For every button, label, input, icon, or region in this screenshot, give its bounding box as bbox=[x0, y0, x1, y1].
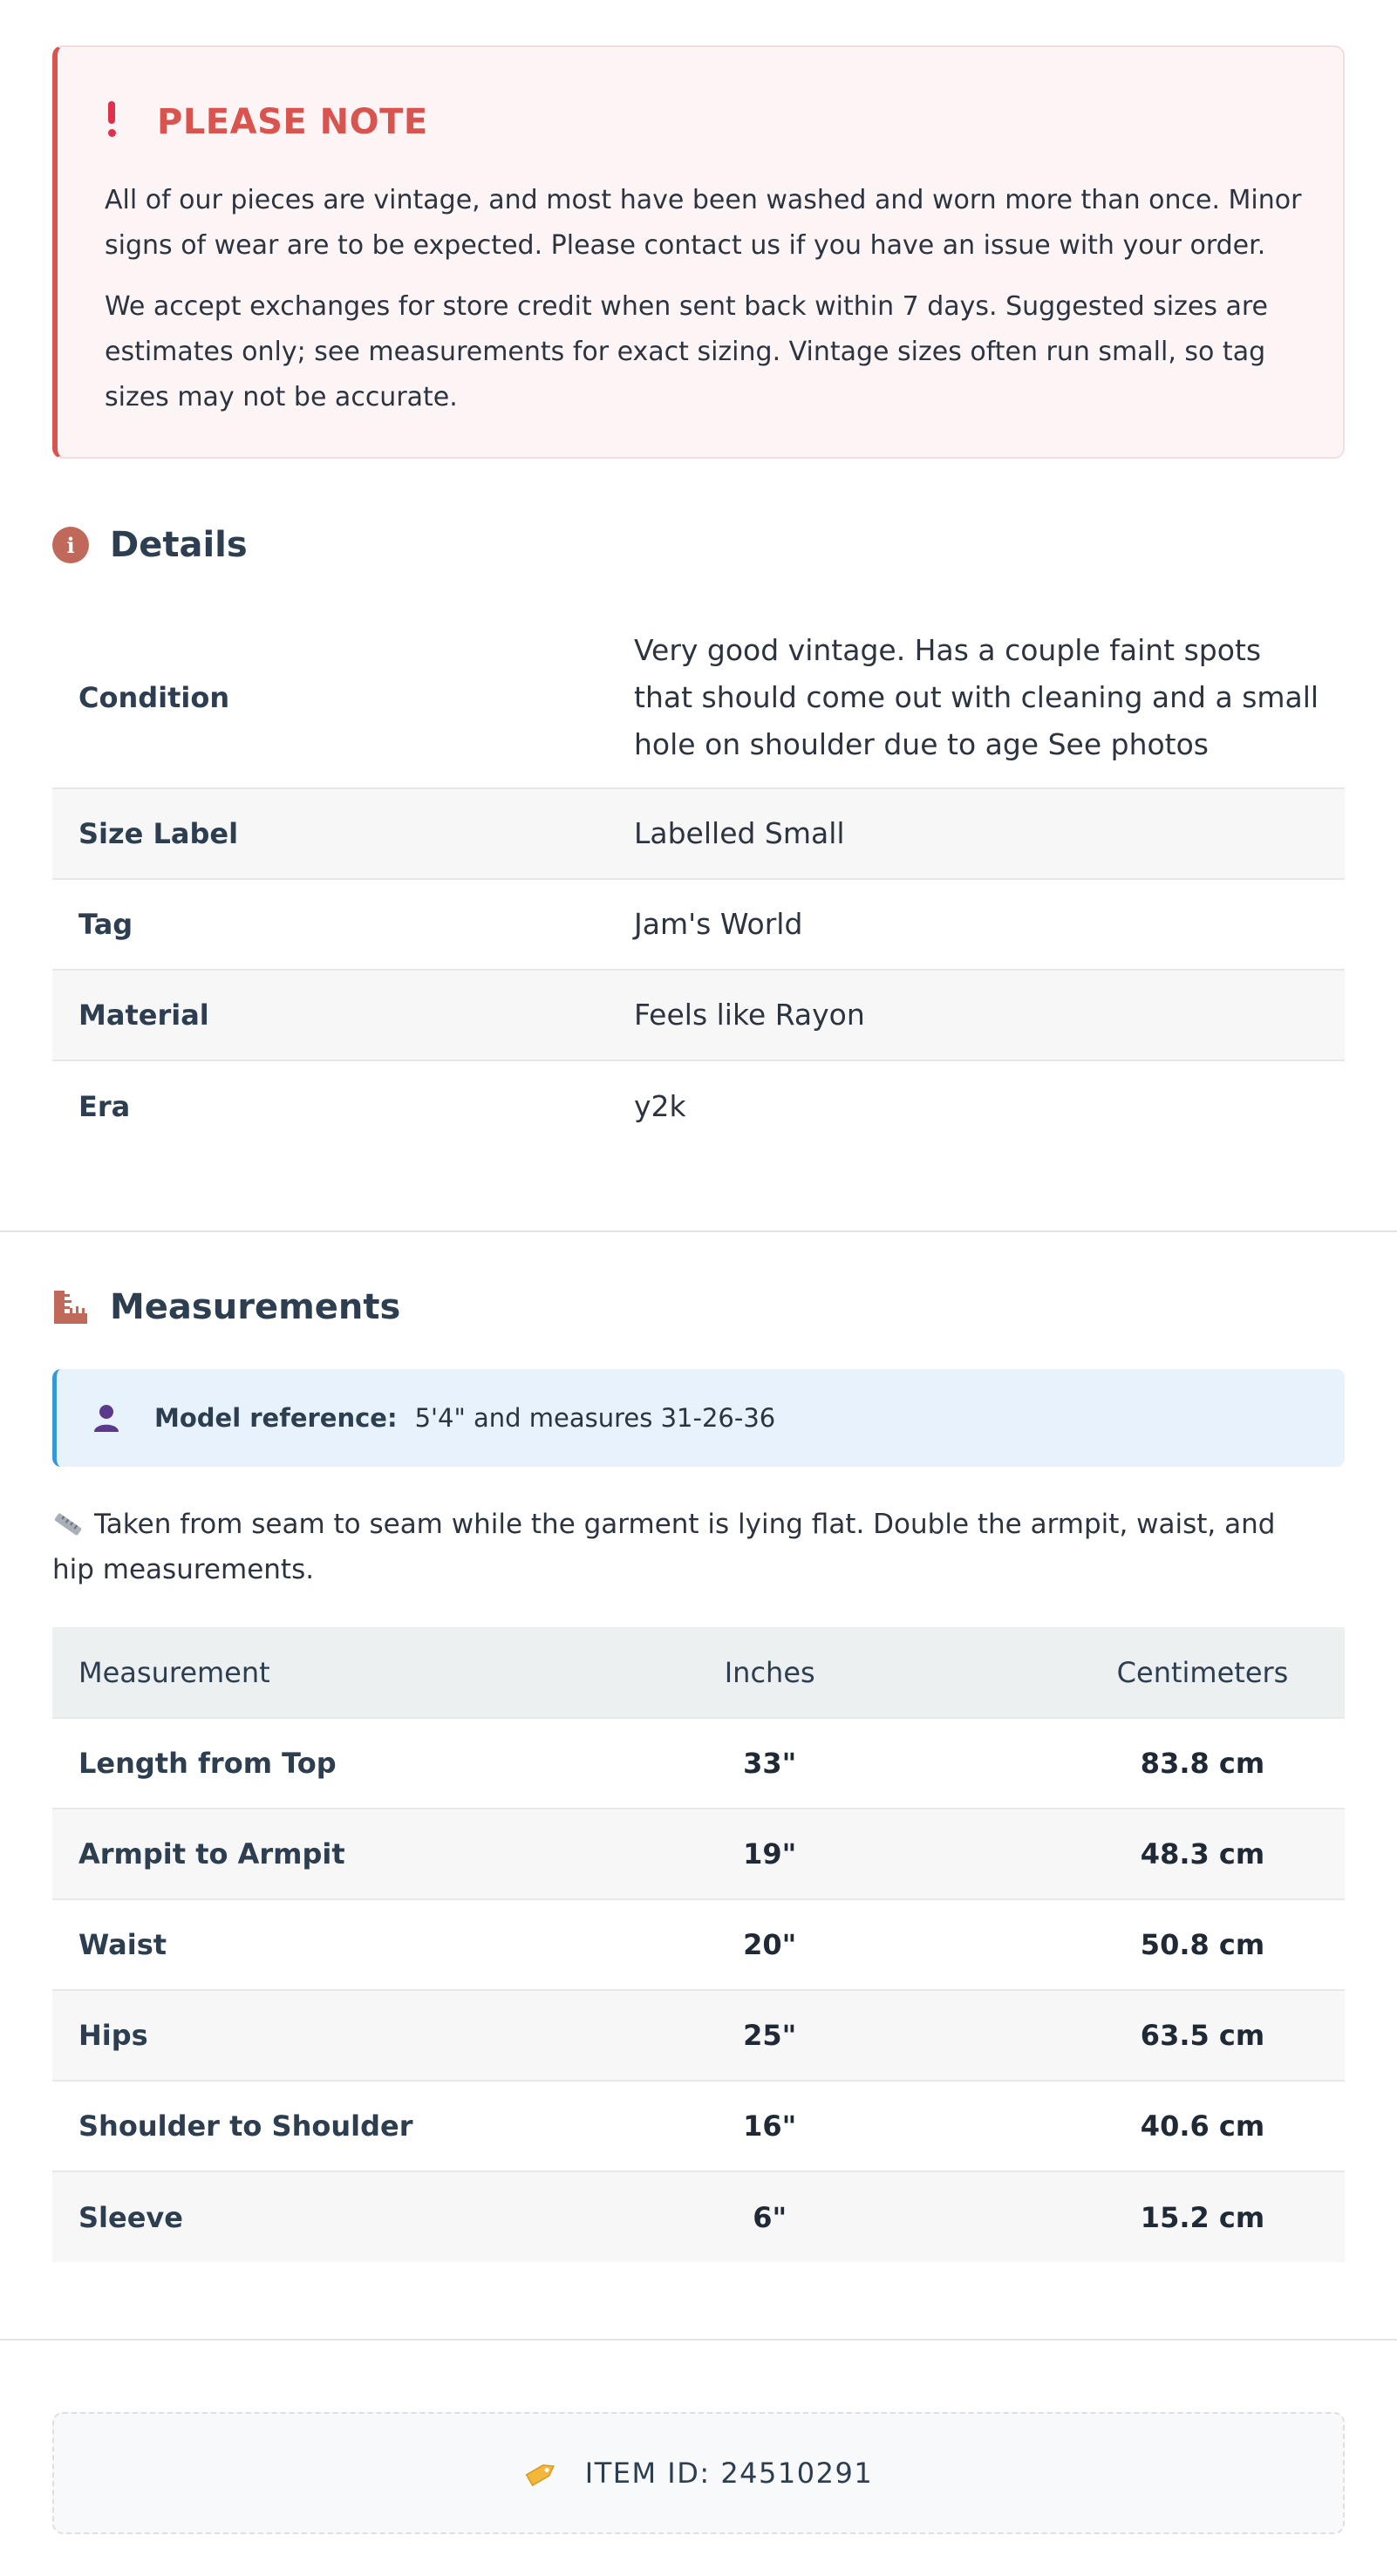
tag-icon bbox=[524, 2458, 559, 2488]
notice-title: PLEASE NOTE bbox=[157, 102, 428, 142]
measurement-name: Shoulder to Shoulder bbox=[52, 2081, 680, 2171]
details-row bbox=[52, 970, 1345, 1060]
exclamation-icon bbox=[103, 101, 120, 143]
details-table bbox=[52, 607, 1345, 1151]
measurement-inches: 16" bbox=[680, 2081, 1060, 2171]
ruler-icon bbox=[52, 1289, 89, 1325]
info-icon: i bbox=[52, 527, 89, 563]
table-row bbox=[52, 1718, 1345, 1809]
column-header: Centimeters bbox=[1060, 1627, 1345, 1718]
notice-paragraph-2: We accept exchanges for store credit when sent back within 7 days. Suggested sizes are estimates only; see measurements for exact sizing. Vintage sizes often run small, so tag sizes may not be accurate. bbox=[105, 291, 1269, 412]
column-header: Inches bbox=[680, 1627, 1060, 1718]
notice-paragraph-1: All of our pieces are vintage, and most have been washed and worn more than once. Minor signs of wear are to be expected. Please contact us if you have an issue with your order. bbox=[105, 185, 1302, 261]
measurement-tip bbox=[52, 1502, 1308, 1592]
column-header: Measurement bbox=[52, 1627, 680, 1718]
measurement-cm: 15.2 cm bbox=[1060, 2171, 1345, 2262]
measurements-header bbox=[52, 1287, 400, 1327]
details-value: Feels like Rayon bbox=[634, 970, 1345, 1060]
details-label: Tag bbox=[52, 879, 634, 970]
details-row bbox=[52, 607, 1345, 788]
measurement-name: Sleeve bbox=[52, 2171, 680, 2262]
measurement-cm: 40.6 cm bbox=[1060, 2081, 1345, 2171]
measurement-cm: 50.8 cm bbox=[1060, 1899, 1345, 1990]
measurement-cm: 83.8 cm bbox=[1060, 1718, 1345, 1809]
section-divider bbox=[0, 2339, 1397, 2341]
details-value: Labelled Small bbox=[634, 788, 1345, 879]
measurement-name: Hips bbox=[52, 1990, 680, 2081]
measurement-inches: 25" bbox=[680, 1990, 1060, 2081]
measurement-inches: 19" bbox=[680, 1809, 1060, 1899]
item-id-text: ITEM ID: 24510291 bbox=[584, 2457, 874, 2490]
ruler-small-icon bbox=[52, 1513, 84, 1536]
details-value: y2k bbox=[634, 1088, 686, 1123]
measurement-inches: 6" bbox=[680, 2171, 1060, 2262]
table-row bbox=[52, 1990, 1345, 2081]
details-header bbox=[52, 525, 248, 565]
measurement-inches: 20" bbox=[680, 1899, 1060, 1990]
person-icon bbox=[92, 1403, 121, 1433]
table-row bbox=[52, 2171, 1345, 2262]
model-reference-value: 5'4" and measures 31-26-36 bbox=[414, 1403, 776, 1433]
measurements-header-row bbox=[52, 1627, 1345, 1718]
details-title: Details bbox=[110, 525, 248, 565]
details-label: Material bbox=[52, 970, 634, 1060]
details-label: Era bbox=[78, 1089, 131, 1123]
measurement-name: Armpit to Armpit bbox=[52, 1809, 680, 1899]
measurement-inches: 33" bbox=[680, 1718, 1060, 1809]
measurement-tip-text: Taken from seam to seam while the garment is lying flat. Double the armpit, waist, and hip measurements. bbox=[52, 1509, 1276, 1585]
details-row bbox=[52, 1060, 1345, 1151]
details-label: Size Label bbox=[52, 788, 634, 879]
table-row bbox=[52, 1809, 1345, 1899]
details-row bbox=[52, 879, 1345, 970]
model-reference-box bbox=[52, 1369, 1345, 1467]
measurement-name: Waist bbox=[52, 1899, 680, 1990]
table-row bbox=[52, 2081, 1345, 2171]
measurements-table bbox=[52, 1627, 1345, 2262]
measurement-name: Length from Top bbox=[52, 1718, 680, 1809]
measurements-title: Measurements bbox=[110, 1287, 401, 1327]
table-row bbox=[52, 1899, 1345, 1990]
measurement-cm: 63.5 cm bbox=[1060, 1990, 1345, 2081]
section-divider bbox=[0, 1230, 1397, 1232]
details-row bbox=[52, 788, 1345, 879]
notice-header bbox=[103, 101, 428, 143]
details-value: Jam's World bbox=[634, 879, 1345, 970]
model-reference-label: Model reference: bbox=[154, 1403, 398, 1433]
item-id-box bbox=[52, 2412, 1345, 2534]
details-label: Condition bbox=[52, 607, 634, 788]
notice-box bbox=[52, 45, 1345, 459]
details-value: Very good vintage. Has a couple faint spots that should come out with cleaning and a small hole on shoulder due to age See photos bbox=[634, 607, 1345, 788]
measurement-cm: 48.3 cm bbox=[1060, 1809, 1345, 1899]
